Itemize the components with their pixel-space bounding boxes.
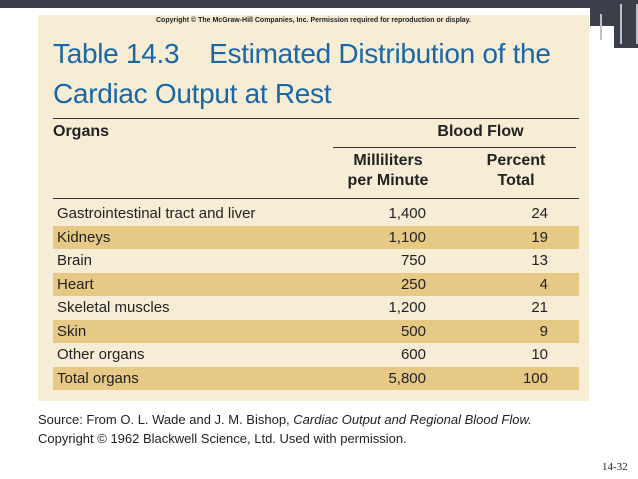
cell-ml: 750 xyxy=(400,252,426,269)
source-prefix: Source: From O. L. Wade and J. M. Bishop, xyxy=(38,412,294,427)
table-row xyxy=(53,226,579,250)
table-title xyxy=(53,34,583,114)
cell-percent: 10 xyxy=(531,346,548,363)
slide-number: 14-32 xyxy=(602,461,628,473)
table-row xyxy=(53,296,579,320)
cell-organ: Skeletal muscles xyxy=(57,299,170,316)
cell-organ: Brain xyxy=(57,252,93,269)
table-header-row xyxy=(53,118,579,148)
source-line-1 xyxy=(38,410,598,429)
theme-corner-line xyxy=(600,14,610,40)
table-row xyxy=(53,249,579,273)
header-organs: Organs xyxy=(53,123,110,140)
cell-ml: 1,100 xyxy=(388,228,426,246)
header-ml-line1: Milliliters xyxy=(353,152,423,169)
cell-ml: 5,800 xyxy=(388,369,426,387)
title-line-2: Cardiac Output at Rest xyxy=(53,78,332,109)
header-pct-line1: Percent xyxy=(486,152,546,169)
cell-organ: Total organs xyxy=(57,369,139,387)
header-blood-flow: Blood Flow xyxy=(437,123,524,140)
cell-ml: 1,400 xyxy=(388,205,426,222)
source-citation xyxy=(38,410,598,448)
column-headers xyxy=(53,148,579,196)
cell-percent: 9 xyxy=(539,322,548,340)
cell-organ: Skin xyxy=(57,322,87,340)
copyright-notice: Copyright © The McGraw-Hill Companies, Inc. Permission required for reproduction or display. xyxy=(155,17,472,24)
header-milliliters xyxy=(326,151,450,191)
header-percent xyxy=(466,151,566,191)
table-row xyxy=(53,273,579,297)
cell-percent: 4 xyxy=(539,275,548,293)
cell-ml: 250 xyxy=(400,275,426,293)
header-pct-line2: Total xyxy=(497,172,535,189)
source-book-title: Cardiac Output and Regional Blood Flow. xyxy=(293,412,532,427)
theme-corner-lines xyxy=(620,4,638,44)
header-ml-line2: per Minute xyxy=(347,172,429,189)
title-line-1: Table 14.3 Estimated Distribution of the xyxy=(53,38,551,69)
table-body xyxy=(53,202,579,390)
cell-percent: 19 xyxy=(531,228,548,246)
source-line-2: Copyright © 1962 Blackwell Science, Ltd. Used with permission. xyxy=(38,431,407,446)
cell-percent: 24 xyxy=(531,205,548,222)
cell-ml: 1,200 xyxy=(388,299,426,316)
cell-organ: Gastrointestinal tract and liver xyxy=(57,205,256,222)
cell-percent: 13 xyxy=(531,252,548,269)
table-row xyxy=(53,320,579,344)
cell-organ: Kidneys xyxy=(57,228,111,246)
table-row xyxy=(53,202,579,226)
cardiac-output-table xyxy=(53,118,579,387)
table-row xyxy=(53,343,579,367)
header-bottom-rule xyxy=(53,198,579,199)
cell-percent: 100 xyxy=(522,369,548,387)
cell-ml: 500 xyxy=(400,322,426,340)
cell-organ: Other organs xyxy=(57,346,145,363)
cell-organ: Heart xyxy=(57,275,94,293)
theme-top-bar xyxy=(0,0,590,8)
cell-ml: 600 xyxy=(400,346,426,363)
cell-percent: 21 xyxy=(531,299,548,316)
table-row-total xyxy=(53,367,579,391)
